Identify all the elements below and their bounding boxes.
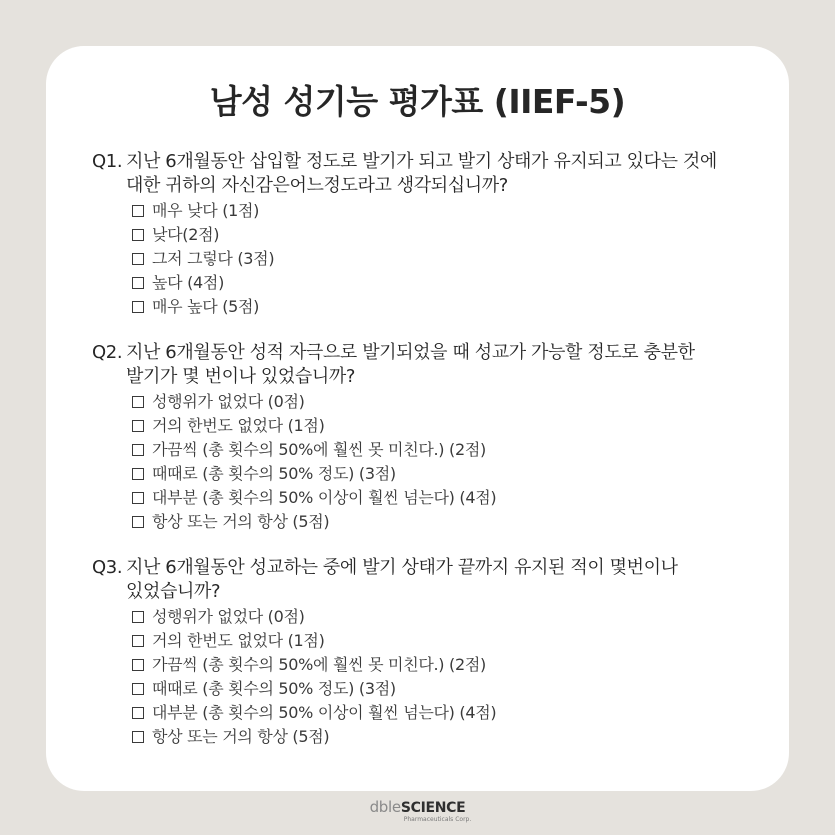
question-2-option[interactable] — [132, 462, 782, 486]
option-label: 항상 또는 거의 항상 (5점) — [152, 727, 330, 746]
question-3-number: Q3. — [92, 557, 123, 578]
question-2-option[interactable] — [132, 510, 782, 534]
option-label: 성행위가 없었다 (0점) — [152, 607, 305, 626]
checkbox-icon[interactable] — [132, 229, 144, 241]
checkbox-icon[interactable] — [132, 611, 144, 623]
option-label: 그저 그렇다 (3점) — [152, 249, 275, 268]
checkbox-icon[interactable] — [132, 277, 144, 289]
option-label: 대부분 (총 횟수의 50% 이상이 훨씬 넘는다) (4점) — [152, 488, 497, 507]
question-2-line-2 — [92, 365, 782, 389]
option-label: 가끔씩 (총 횟수의 50%에 훨씬 못 미친다.) (2점) — [152, 655, 486, 674]
question-2-text-line-2: 발기가 몇 번이나 있었습니까? — [126, 366, 355, 387]
question-3-line-1 — [92, 556, 782, 580]
question-3-text-line-1: 지난 6개월동안 성교하는 중에 발기 상태가 끝까지 유지된 적이 몇번이나 — [126, 557, 678, 578]
question-1-text-line-2: 대한 귀하의 자신감은어느정도라고 생각되십니까? — [126, 175, 508, 196]
question-1-option[interactable] — [132, 295, 782, 319]
question-3-line-2 — [92, 580, 782, 604]
option-label: 거의 한번도 없었다 (1점) — [152, 416, 325, 435]
checkbox-icon[interactable] — [132, 492, 144, 504]
question-2-option[interactable] — [132, 414, 782, 438]
question-1 — [92, 150, 782, 319]
question-2-option[interactable] — [132, 438, 782, 462]
question-2-option[interactable] — [132, 390, 782, 414]
question-2-options — [92, 390, 782, 534]
question-3 — [92, 556, 782, 749]
option-label: 대부분 (총 횟수의 50% 이상이 훨씬 넘는다) (4점) — [152, 703, 497, 722]
logo-wordmark — [0, 799, 835, 816]
question-3-text-line-2: 있었습니까? — [126, 581, 221, 602]
checkbox-icon[interactable] — [132, 253, 144, 265]
option-label: 가끔씩 (총 횟수의 50%에 훨씬 못 미친다.) (2점) — [152, 440, 486, 459]
checkbox-icon[interactable] — [132, 635, 144, 647]
logo-prefix: dble — [369, 798, 401, 816]
question-3-option[interactable] — [132, 725, 782, 749]
logo-science: SCIENCE — [400, 800, 466, 816]
option-label: 낮다(2점) — [152, 225, 220, 244]
question-1-option[interactable] — [132, 247, 782, 271]
checkbox-icon[interactable] — [132, 707, 144, 719]
checkbox-icon[interactable] — [132, 731, 144, 743]
question-1-text-line-1: 지난 6개월동안 삽입할 정도로 발기가 되고 발기 상태가 유지되고 있다는 것에 — [126, 151, 717, 172]
checkbox-icon[interactable] — [132, 468, 144, 480]
question-3-option[interactable] — [132, 653, 782, 677]
option-label: 항상 또는 거의 항상 (5점) — [152, 512, 330, 531]
checkbox-icon[interactable] — [132, 516, 144, 528]
question-1-options — [92, 199, 782, 319]
question-2-text-line-1: 지난 6개월동안 성적 자극으로 발기되었을 때 성교가 가능할 정도로 충분한 — [126, 342, 695, 363]
option-label: 성행위가 없었다 (0점) — [152, 392, 305, 411]
question-3-option[interactable] — [132, 701, 782, 725]
option-label: 거의 한번도 없었다 (1점) — [152, 631, 325, 650]
checkbox-icon[interactable] — [132, 420, 144, 432]
question-1-line-2 — [92, 174, 782, 198]
question-3-options — [92, 605, 782, 749]
question-2-line-1 — [92, 341, 782, 365]
question-2 — [92, 341, 782, 534]
option-label: 매우 낮다 (1점) — [152, 201, 260, 220]
page-title: 남성 성기능 평가표 (IIEF-5) — [209, 82, 626, 121]
question-1-line-1 — [92, 150, 782, 174]
checkbox-icon[interactable] — [132, 205, 144, 217]
logo-subtitle: Pharmaceuticals Corp. — [403, 816, 472, 823]
checkbox-icon[interactable] — [132, 396, 144, 408]
question-3-option[interactable] — [132, 605, 782, 629]
checkbox-icon[interactable] — [132, 301, 144, 313]
question-1-option[interactable] — [132, 271, 782, 295]
question-2-option[interactable] — [132, 486, 782, 510]
company-logo — [0, 799, 835, 824]
checkbox-icon[interactable] — [132, 683, 144, 695]
question-1-option[interactable] — [132, 223, 782, 247]
question-1-option[interactable] — [132, 199, 782, 223]
question-2-number: Q2. — [92, 342, 123, 363]
question-3-option[interactable] — [132, 677, 782, 701]
option-label: 때때로 (총 횟수의 50% 정도) (3점) — [152, 679, 396, 698]
checkbox-icon[interactable] — [132, 444, 144, 456]
question-3-option[interactable] — [132, 629, 782, 653]
checkbox-icon[interactable] — [132, 659, 144, 671]
question-1-number: Q1. — [92, 151, 123, 172]
option-label: 높다 (4점) — [152, 273, 225, 292]
option-label: 때때로 (총 횟수의 50% 정도) (3점) — [152, 464, 396, 483]
option-label: 매우 높다 (5점) — [152, 297, 260, 316]
